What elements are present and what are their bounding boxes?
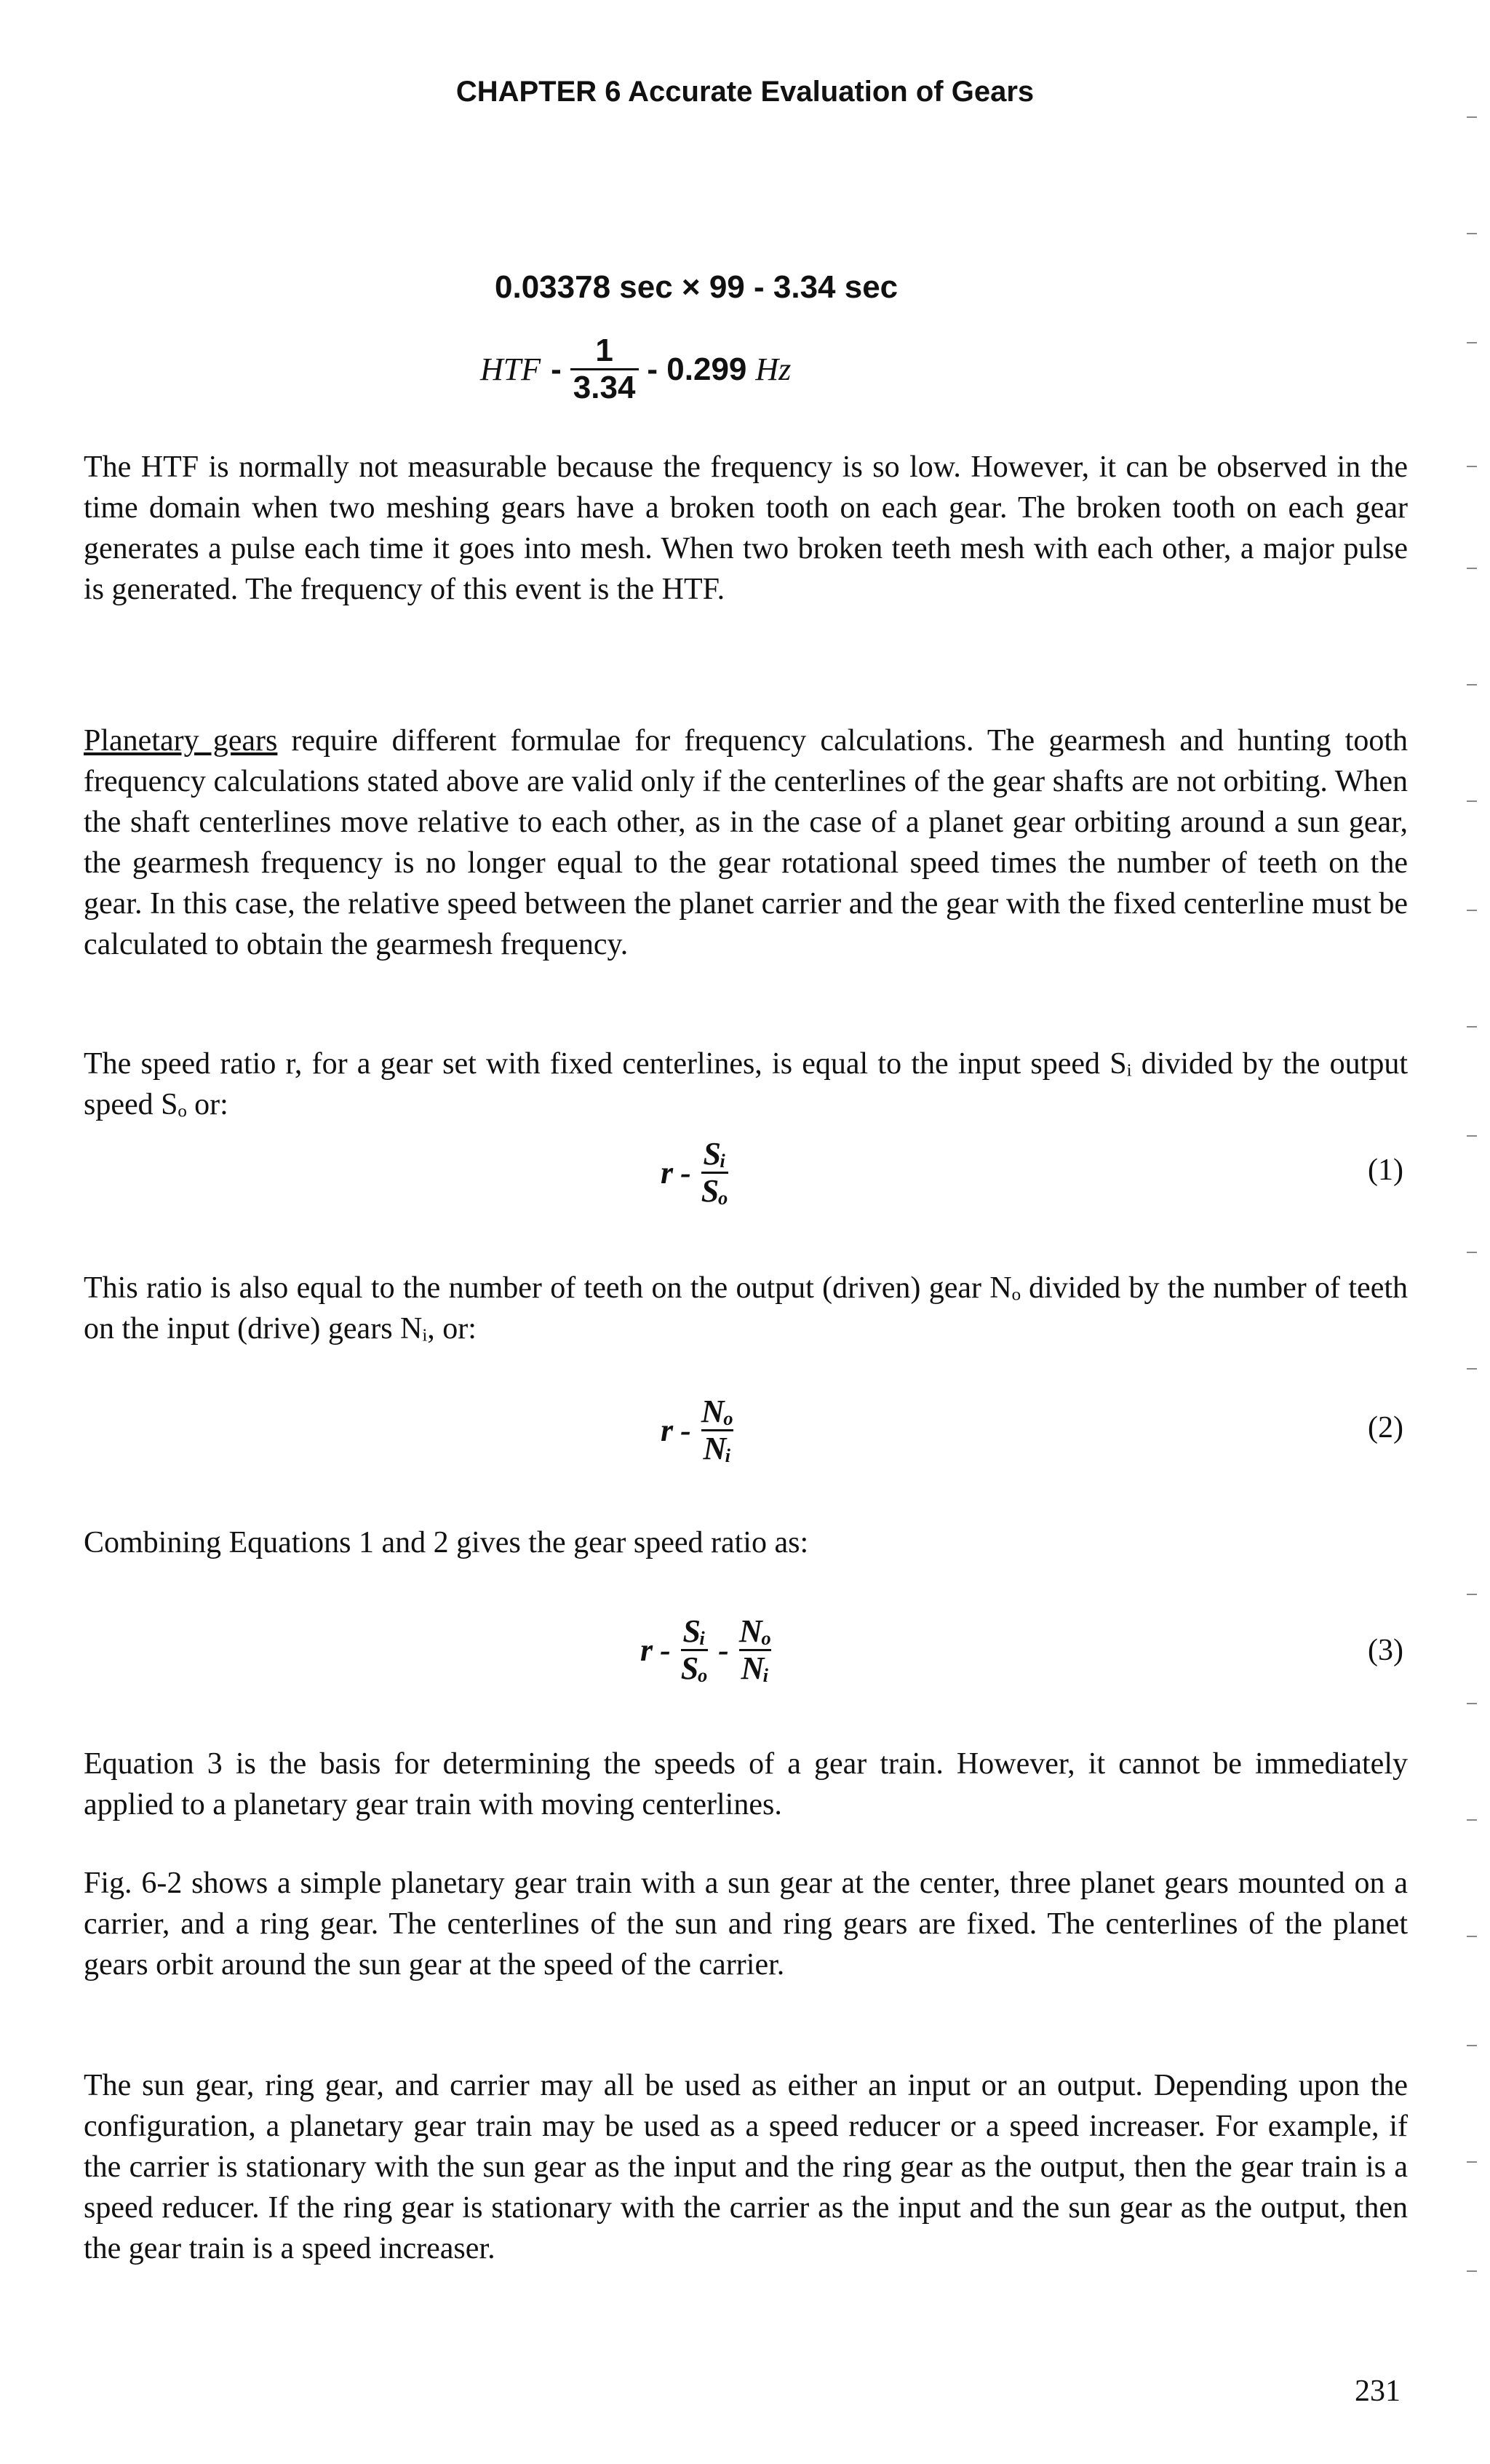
- eq1-lhs: r: [661, 1155, 674, 1191]
- margin-mark: [1467, 1819, 1477, 1821]
- margin-mark: [1467, 568, 1477, 569]
- eq3-lhs: r: [640, 1632, 653, 1669]
- htf-numerator: 1: [595, 333, 613, 368]
- margin-mark: [1467, 233, 1477, 234]
- margin-mark: [1467, 1368, 1477, 1370]
- eq3-denominator-2: Nᵢ: [741, 1650, 770, 1687]
- htf-lhs: HTF: [480, 351, 541, 388]
- eq2-denominator: Nᵢ: [703, 1431, 732, 1467]
- eq3-numerator-1: Sᵢ: [682, 1613, 706, 1649]
- margin-mark: [1467, 116, 1477, 118]
- margin-mark: [1467, 684, 1477, 685]
- planetary-gears-term: Planetary gears: [84, 724, 278, 758]
- margin-mark: [1467, 2161, 1477, 2163]
- margin-mark: [1467, 2045, 1477, 2046]
- paragraph-planetary: [84, 720, 1408, 965]
- eq2-fraction: [701, 1394, 734, 1467]
- paragraph-htf: The HTF is normally not measurable because the frequency is so low. However, it can be observed in the time domain when two meshing gears have a broken tooth on each gear. The broken tooth on each gear generates a pulse each time it goes into mesh. When two broken teeth mesh with each other, a major pulse is generated. The frequency of this event is the HTF.: [84, 450, 1408, 606]
- eq3-fraction-2: [739, 1614, 772, 1687]
- margin-mark: [1467, 1594, 1477, 1595]
- htf-unit: Hz: [755, 351, 792, 388]
- equation-2-label: (2): [1368, 1411, 1403, 1444]
- eq2-numerator: Nₒ: [701, 1394, 734, 1429]
- htf-result: - 0.299: [647, 351, 747, 387]
- eq2-lhs: r: [661, 1412, 674, 1449]
- eq3-op1: -: [660, 1632, 671, 1669]
- page-number: 231: [1355, 2374, 1401, 2408]
- htf-denominator: 3.34: [573, 370, 636, 406]
- chapter-header: CHAPTER 6 Accurate Evaluation of Gears: [455, 76, 1035, 108]
- eq3-denominator-1: Sₒ: [680, 1650, 709, 1687]
- margin-mark: [1467, 1135, 1477, 1137]
- htf-equals: -: [551, 351, 562, 387]
- paragraph-equation3-basis: Equation 3 is the basis for determining the speeds of a gear train. However, it cannot be immediately applied to a planetary gear train with moving centerlines.: [84, 1747, 1408, 1821]
- paragraph-combining: Combining Equations 1 and 2 gives the gear speed ratio as:: [84, 1526, 809, 1559]
- equation-1: [661, 1137, 738, 1209]
- margin-mark: [1467, 1703, 1477, 1704]
- eq1-op: -: [680, 1155, 691, 1191]
- margin-mark: [1467, 1026, 1477, 1028]
- equation-2: [661, 1394, 744, 1467]
- margin-mark: [1467, 1936, 1477, 1937]
- equation-3: [640, 1614, 781, 1687]
- margin-mark: [1467, 800, 1477, 802]
- eq3-op2: -: [718, 1632, 729, 1669]
- margin-mark: [1467, 466, 1477, 467]
- eq3-fraction-1: [681, 1614, 708, 1687]
- margin-mark: [1467, 1252, 1477, 1253]
- equation-3-label: (3): [1368, 1634, 1403, 1667]
- sec-calculation: 0.03378 sec × 99 - 3.34 sec: [495, 269, 899, 305]
- equation-1-label: (1): [1368, 1153, 1403, 1187]
- htf-fraction: [573, 333, 636, 406]
- eq1-numerator: Sᵢ: [703, 1136, 727, 1172]
- margin-mark: [1467, 2270, 1477, 2272]
- eq1-fraction: [701, 1137, 728, 1209]
- margin-mark: [1467, 342, 1477, 343]
- paragraph-teeth-ratio: This ratio is also equal to the number of teeth on the output (driven) gear Nₒ divided by the number of teeth on the input (drive) gears Nᵢ, or:: [84, 1271, 1408, 1346]
- paragraph-planetary-text: require different formulae for frequency calculations. The gearmesh and hunting tooth frequency calculations stated above are valid only if the centerlines of the gear shafts are not orbiting. When the shaft centerlines move relative to each other, as in the case of a planet gear orbiting around a sun gear, the gearmesh frequency is no longer equal to the gear rotational speed times the number of teeth on the gear. In this case, the relative speed between the planet carrier and the gear with the fixed centerline must be calculated to obtain the gearmesh frequency.: [84, 724, 1408, 961]
- eq1-denominator: Sₒ: [701, 1173, 729, 1209]
- eq3-numerator-2: Nₒ: [738, 1613, 772, 1649]
- paragraph-configurations: The sun gear, ring gear, and carrier may all be used as either an input or an output. Depending upon the configuration, a planetary gear train may be used as a speed reducer or a speed increaser. For example, if the carrier is stationary with the sun gear as the input and the ring gear as the output, then the gear train is a speed reducer. If the ring gear is stationary with the carrier as the input and the sun gear as the output, then the gear train is a speed increaser.: [84, 2069, 1408, 2265]
- htf-formula: [480, 333, 791, 406]
- margin-mark: [1467, 910, 1477, 911]
- eq2-op: -: [680, 1412, 691, 1449]
- paragraph-speed-ratio: The speed ratio r, for a gear set with fixed centerlines, is equal to the input speed Sᵢ divided by the output speed Sₒ or:: [84, 1047, 1408, 1121]
- paragraph-fig-6-2: Fig. 6-2 shows a simple planetary gear train with a sun gear at the center, three planet gears mounted on a carrier, and a ring gear. The centerlines of the sun and ring gears are fixed. The centerlines of the planet gears orbit around the sun gear at the speed of the carrier.: [84, 1867, 1408, 1982]
